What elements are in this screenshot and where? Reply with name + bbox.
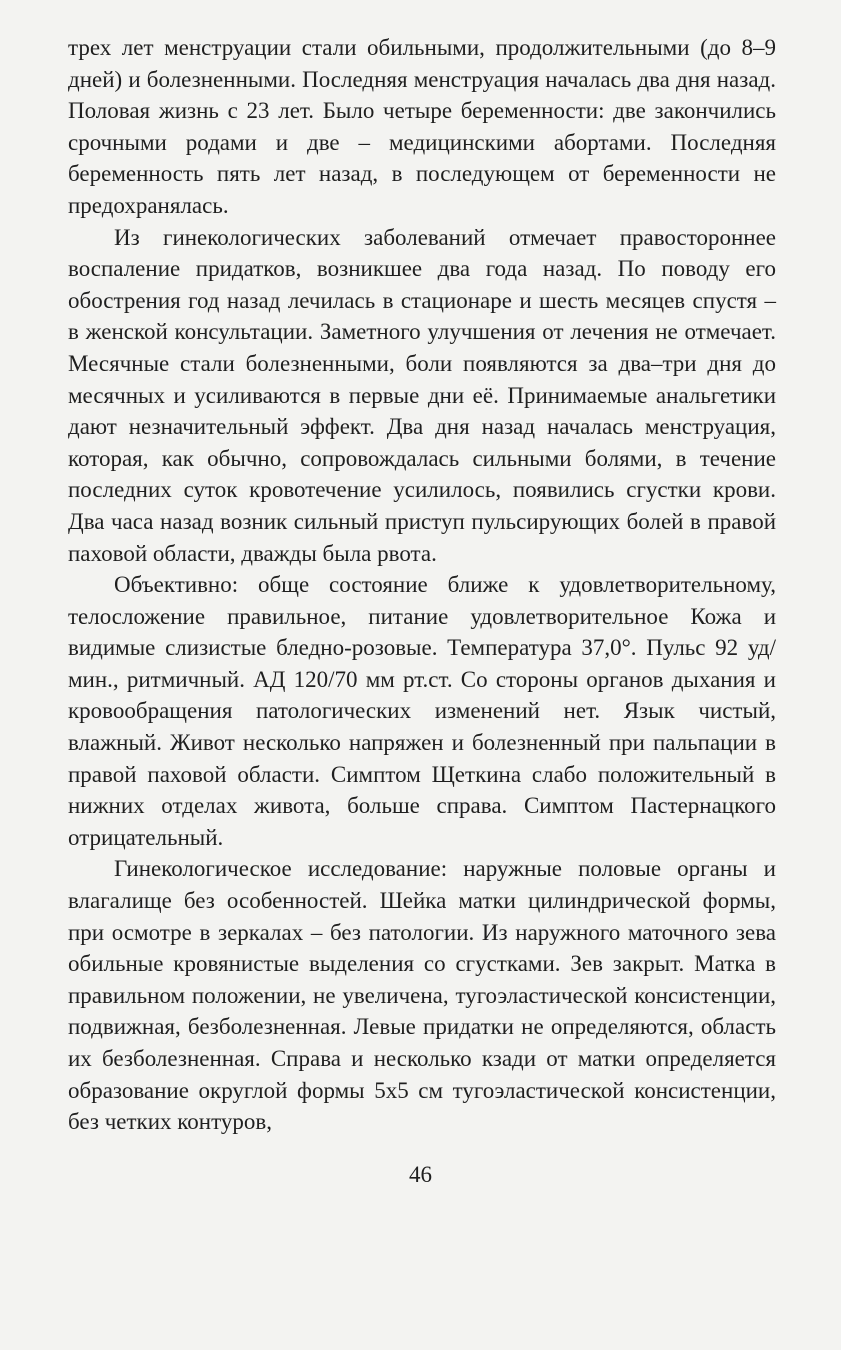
paragraph-3: Объективно: обще состояние ближе к удовлетворительному, телосложение правильное, питание удовлетворительное Кожа и видимые слизистые бледно-розовые. Температура 37,0°. Пульс 92 уд/мин., ритмичный. АД 120/70 мм рт.ст. Со стороны органов дыхания и кровообращения патологических изменений нет. Язык чистый, влажный. Живот несколько напряжен и болезненный при пальпации в правой паховой области. Симптом Щеткина слабо положительный в нижних отделах живота, больше справа. Симптом Пастернацкого отрицательный. [68, 572, 776, 850]
document-page [68, 32, 776, 1138]
page-number: 46 [409, 1162, 432, 1187]
paragraph-1: трех лет менструации стали обильными, продолжительными (до 8–9 дней) и болезненными. Последняя менструация началась два дня назад. Половая жизнь с 23 лет. Было четыре беременности: две закончились срочными родами и две – медицинскими абортами. Последняя беременность пять лет назад, в последующем от беременности не предохранялась. [68, 35, 776, 218]
paragraph-4: Гинекологическое исследование: наружные половые органы и влагалище без особенностей. Шейка матки цилиндрической формы, при осмотре в зеркалах – без патологии. Из наружного маточного зева обильные кровянистые выделения со сгустками. Зев закрыт. Матка в правильном положении, не увеличена, тугоэластической консистенции, подвижная, безболезненная. Левые придатки не определяются, область их безболезненная. Справа и несколько кзади от матки определяется образование округлой формы 5х5 см тугоэластической консистенции, без четких контуров, [68, 856, 776, 1135]
paragraph-2: Из гинекологических заболеваний отмечает правостороннее воспаление придатков, возникшее два года назад. По поводу его обострения год назад лечилась в стационаре и шесть месяцев спустя – в женской консультации. Заметного улучшения от лечения не отмечает. Месячные стали болезненными, боли появляются за два–три дня до месячных и усиливаются в первые дни её. Принимаемые анальгетики дают незначительный эффект. Два дня назад началась менструация, которая, как обычно, сопровождалась сильными болями, в течение последних суток кровотечение усилилось, появились сгустки крови. Два часа назад возник сильный приступ пульсирующих болей в правой паховой области, дважды была рвота. [68, 224, 776, 566]
